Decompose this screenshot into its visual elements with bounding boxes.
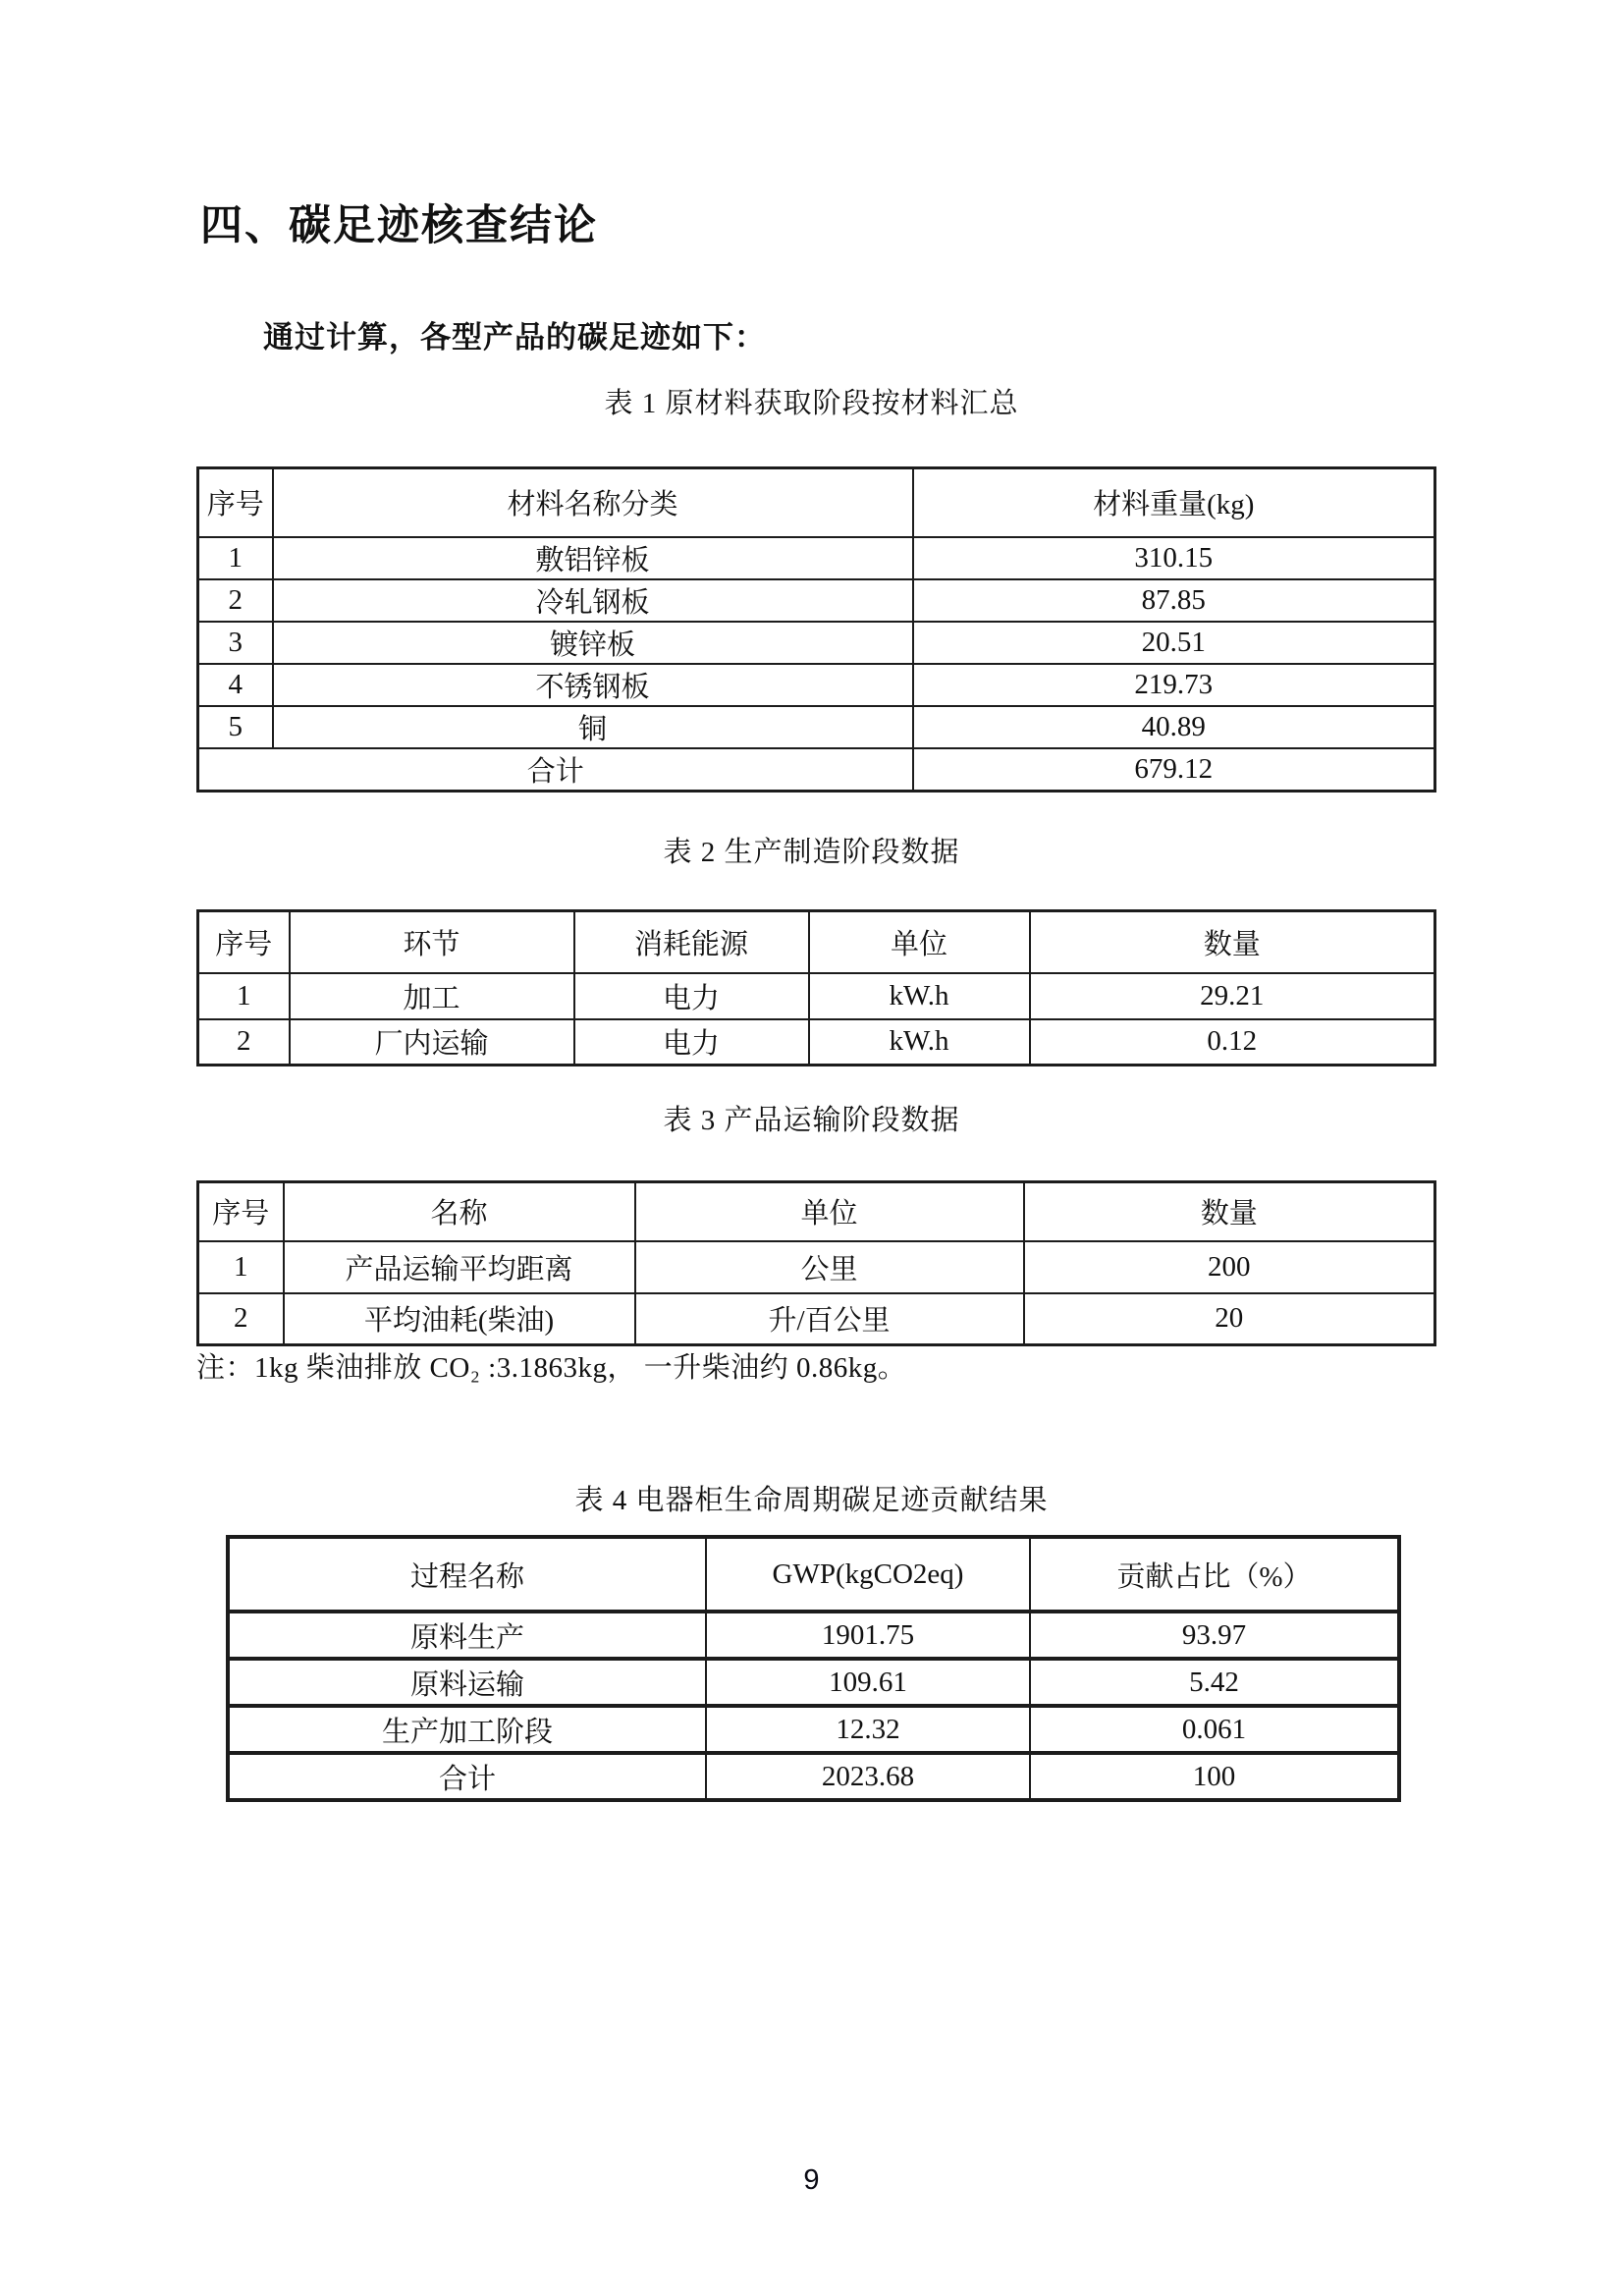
table-cell: 2 [198,579,273,622]
table-row [228,1612,1399,1659]
table-cell: 原料生产 [228,1612,706,1659]
table-cell: 1 [198,1241,284,1293]
table-cell: 镀锌板 [273,622,913,664]
table-cell: 310.15 [913,537,1435,579]
table-cell: 2023.68 [706,1753,1030,1800]
table-cell: 40.89 [913,706,1435,748]
table-row [198,1241,1435,1293]
header-row [198,1182,1435,1241]
table-cell: 电力 [574,1019,809,1066]
table-cell: 生产加工阶段 [228,1706,706,1753]
column-header: 数量 [1030,911,1435,973]
header-row [198,468,1435,537]
header-row [228,1537,1399,1612]
table1-caption: 表 1 原材料获取阶段按材料汇总 [604,388,1019,419]
column-header: 贡献占比（%） [1030,1537,1399,1612]
table-cell: 4 [198,664,273,706]
table-cell: 升/百公里 [635,1293,1024,1345]
table-lifecycle-contribution [226,1535,1401,1802]
table-row [198,664,1435,706]
diesel-emission-note: 注：1kg 柴油排放 CO₂ :3.1863kg， 一升柴油约 0.86kg。 [196,1352,907,1384]
table-row [198,973,1435,1019]
column-header: GWP(kgCO2eq) [706,1537,1030,1612]
column-header: 单位 [809,911,1030,973]
table-cell: 109.61 [706,1659,1030,1706]
column-header: 序号 [198,1182,284,1241]
table-cell: 20.51 [913,622,1435,664]
table-cell: 679.12 [913,748,1435,792]
table-row [198,622,1435,664]
table-cell: 产品运输平均距离 [284,1241,635,1293]
table-row [228,1706,1399,1753]
column-header: 环节 [290,911,574,973]
table-cell: 2 [198,1293,284,1345]
table-row [198,1019,1435,1066]
table-cell: 29.21 [1030,973,1435,1019]
table-cell: kW.h [809,1019,1030,1066]
table2-caption: 表 2 生产制造阶段数据 [663,837,960,868]
table-cell: 0.12 [1030,1019,1435,1066]
table-cell: 原料运输 [228,1659,706,1706]
table-cell: 2 [198,1019,290,1066]
page-number: 9 [803,2164,820,2196]
table-cell: 平均油耗(柴油) [284,1293,635,1345]
table-footer-row [198,748,1435,792]
table-row [198,579,1435,622]
table-cell: 5 [198,706,273,748]
table-cell: 87.85 [913,579,1435,622]
table-cell: 敷铝锌板 [273,537,913,579]
table-cell: 200 [1024,1241,1435,1293]
table-cell: 铜 [273,706,913,748]
table-cell: 3 [198,622,273,664]
table-cell: 219.73 [913,664,1435,706]
column-header: 序号 [198,468,273,537]
table-cell: 1 [198,537,273,579]
column-header: 单位 [635,1182,1024,1241]
table-cell: 1 [198,973,290,1019]
table-cell: 1901.75 [706,1612,1030,1659]
header-row [198,911,1435,973]
table-raw-materials [196,466,1436,793]
table4-caption: 表 4 电器柜生命周期碳足迹贡献结果 [574,1485,1049,1516]
table-cell: 100 [1030,1753,1399,1800]
table-cell: 加工 [290,973,574,1019]
table-cell: 20 [1024,1293,1435,1345]
column-header: 过程名称 [228,1537,706,1612]
table-cell: 合计 [228,1753,706,1800]
column-header: 消耗能源 [574,911,809,973]
table-row [228,1753,1399,1800]
table-row [228,1659,1399,1706]
table-cell: 冷轧钢板 [273,579,913,622]
table3-caption: 表 3 产品运输阶段数据 [663,1105,960,1136]
table-cell: kW.h [809,973,1030,1019]
table-row [198,706,1435,748]
table-cell: 93.97 [1030,1612,1399,1659]
table-row [198,1293,1435,1345]
column-header: 材料名称分类 [273,468,913,537]
table-cell: 5.42 [1030,1659,1399,1706]
section-heading: 四、碳足迹核查结论 [200,203,598,249]
table-cell: 电力 [574,973,809,1019]
column-header: 名称 [284,1182,635,1241]
table-row [198,537,1435,579]
table-manufacturing-stage [196,909,1436,1066]
intro-paragraph: 通过计算，各型产品的碳足迹如下： [263,320,766,355]
table-cell: 12.32 [706,1706,1030,1753]
table-transport-stage [196,1180,1436,1346]
table-cell: 0.061 [1030,1706,1399,1753]
column-header: 材料重量(kg) [913,468,1435,537]
table-cell: 不锈钢板 [273,664,913,706]
column-header: 序号 [198,911,290,973]
column-header: 数量 [1024,1182,1435,1241]
table-cell: 公里 [635,1241,1024,1293]
table-footer-label: 合计 [198,748,913,792]
table-cell: 厂内运输 [290,1019,574,1066]
